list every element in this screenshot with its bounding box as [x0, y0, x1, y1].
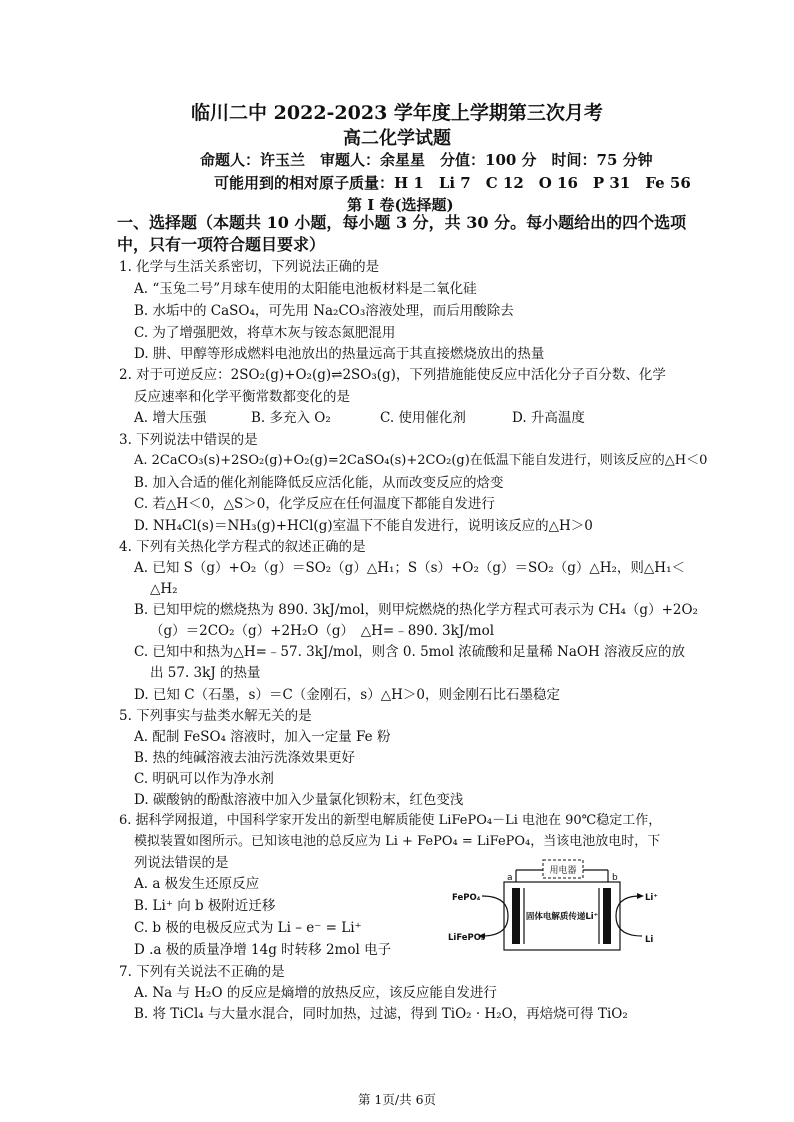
- question-4-option-b-line1: B. 已知甲烷的燃烧热为 890. 3kJ/mol，则甲烷燃烧的热化学方程式可表示为 CH₄（g）+2O₂: [134, 602, 698, 618]
- exam-subtitle: 高二化学试题: [343, 128, 451, 149]
- question-4-option-a-line1: A. 已知 S（g）+O₂（g）＝SO₂（g）△H₁；S（s）+O₂（g）＝SO₂（g）△H₂，则△H₁＜: [134, 560, 685, 576]
- question-1-option-b: B. 水垢中的 CaSO₄，可先用 Na₂CO₃溶液处理，而后用酸除去: [134, 303, 514, 319]
- question-3-stem: 3. 下列说法中错误的是: [119, 432, 258, 448]
- question-6-stem-line2: 模拟装置如图所示。已知该电池的总反应为 Li + FePO₄ = LiFePO₄，当该电池放电时，下: [134, 834, 661, 849]
- electrolyte-label: 固体电解质传递Li⁺: [525, 912, 599, 922]
- electrode-a: [512, 888, 520, 944]
- question-2-stem-line2: 反应速率和化学平衡常数都变化的是: [134, 389, 350, 405]
- question-7-option-b: B. 将 TiCl₄ 与大量水混合，同时加热，过滤，得到 TiO₂ · H₂O，再焙烧可得 TiO₂: [134, 1006, 628, 1022]
- question-2-stem-line1: 2. 对于可逆反应：2SO₂(g)+O₂(g)⇌2SO₃(g)，下列措施能使反应中活化分子百分数、化学: [119, 367, 666, 383]
- question-5-option-a: A. 配制 FeSO₄ 溶液时，加入一定量 Fe 粉: [134, 729, 391, 745]
- question-6-stem-line1: 6. 据科学网报道，中国科学家开发出的新型电解质能使 LiFePO₄－Li 电池在 90℃稳定工作，: [119, 813, 662, 828]
- question-1-stem: 1. 化学与生活关系密切，下列说法正确的是: [119, 259, 380, 275]
- question-2-option-c: C. 使用催化剂: [380, 410, 466, 426]
- authors-line: 命题人：许玉兰 审题人：余星星 分值：100 分 时间：75 分钟: [200, 151, 653, 169]
- section-heading-line1: 一、选择题（本题共 10 小题，每小题 3 分，共 30 分。每小题给出的四个选项: [117, 213, 687, 232]
- question-6-option-d: D .a 极的质量净增 14g 时转移 2mol 电子: [134, 942, 392, 958]
- question-4-option-c-line1: C. 已知中和热为△H=﹣57. 3kJ/mol，则含 0. 5mol 浓硫酸和足量稀 NaOH 溶液反应的放: [134, 644, 686, 660]
- question-3-option-c: C. 若△H＜0，△S＞0，化学反应在任何温度下都能自发进行: [134, 496, 495, 512]
- question-1-option-d: D. 肼、甲醇等形成燃料电池放出的热量远高于其直接燃烧放出的热量: [134, 346, 545, 362]
- question-4-option-b-line2: （g）＝2CO₂（g）+2H₂O（g） △H=﹣890. 3kJ/mol: [150, 623, 495, 639]
- question-6-stem-line3: 列说法错误的是: [134, 855, 229, 871]
- question-6-option-a: A. a 极发生还原反应: [134, 876, 260, 892]
- atomic-mass-line: 可能用到的相对原子质量：H 1 Li 7 C 12 O 16 P 31 Fe 56: [214, 174, 691, 192]
- fepo4-label: FePO₄: [452, 893, 481, 903]
- question-4-option-d: D. 已知 C（石墨，s）＝C（金刚石，s）△H＞0，则金刚石比石墨稳定: [134, 687, 560, 703]
- electrode-b: [603, 888, 611, 944]
- question-5-option-b: B. 热的纯碱溶液去油污洗涤效果更好: [134, 750, 356, 766]
- device-label: 用电器: [549, 866, 577, 876]
- electrode-b-label: b: [612, 873, 618, 883]
- lifepo4-label: LiFePO₄: [448, 933, 485, 943]
- question-5-option-d: D. 碳酸钠的酚酞溶液中加入少量氯化钡粉末，红色变浅: [134, 792, 464, 808]
- question-7-option-a: A. Na 与 H₂O 的反应是熵增的放热反应，该反应能自发进行: [134, 985, 497, 1001]
- li-plus-label: Li⁺: [645, 893, 658, 903]
- electrode-a-label: a: [507, 873, 513, 883]
- battery-diagram: [448, 856, 668, 956]
- question-2-option-d: D. 升高温度: [512, 410, 585, 426]
- question-5-stem: 5. 下列事实与盐类水解无关的是: [119, 708, 312, 724]
- page-footer: 第 1页/共 6页: [357, 1092, 437, 1107]
- question-2-option-b: B. 多充入 O₂: [251, 410, 331, 426]
- question-4-option-c-line2: 出 57. 3kJ 的热量: [150, 665, 261, 681]
- question-1-option-c: C. 为了增强肥效，将草木灰与铵态氮肥混用: [134, 325, 396, 341]
- volume-heading: 第 I 卷(选择题): [347, 196, 454, 214]
- question-4-option-a-line2: △H₂: [150, 581, 178, 597]
- question-4-stem: 4. 下列有关热化学方程式的叙述正确的是: [119, 539, 366, 555]
- question-5-option-c: C. 明矾可以作为净水剂: [134, 771, 274, 787]
- question-6-option-c: C. b 极的电极反应式为 Li – e⁻ = Li⁺: [134, 920, 362, 936]
- question-3-option-d: D. NH₄Cl(s)＝NH₃(g)+HCl(g)室温下不能自发进行，说明该反应的△H＞0: [134, 518, 593, 534]
- question-3-option-b: B. 加入合适的催化剂能降低反应活化能，从而改变反应的焓变: [134, 475, 504, 491]
- question-2-option-a: A. 增大压强: [134, 410, 207, 426]
- question-6-option-b: B. Li⁺ 向 b 极附近迁移: [134, 898, 276, 914]
- section-heading-line2: 中，只有一项符合题目要求）: [117, 235, 326, 254]
- li-label: Li: [645, 935, 654, 945]
- exam-title: 临川二中 2022-2023 学年度上学期第三次月考: [191, 102, 603, 124]
- question-3-option-a: A. 2CaCO₃(s)+2SO₂(g)+O₂(g)=2CaSO₄(s)+2CO₂(g)在低温下能自发进行，则该反应的△H＜0: [134, 453, 708, 468]
- question-1-option-a: A. “玉兔二号”月球车使用的太阳能电池板材料是二氧化硅: [134, 281, 477, 297]
- question-7-stem: 7. 下列有关说法不正确的是: [119, 964, 285, 980]
